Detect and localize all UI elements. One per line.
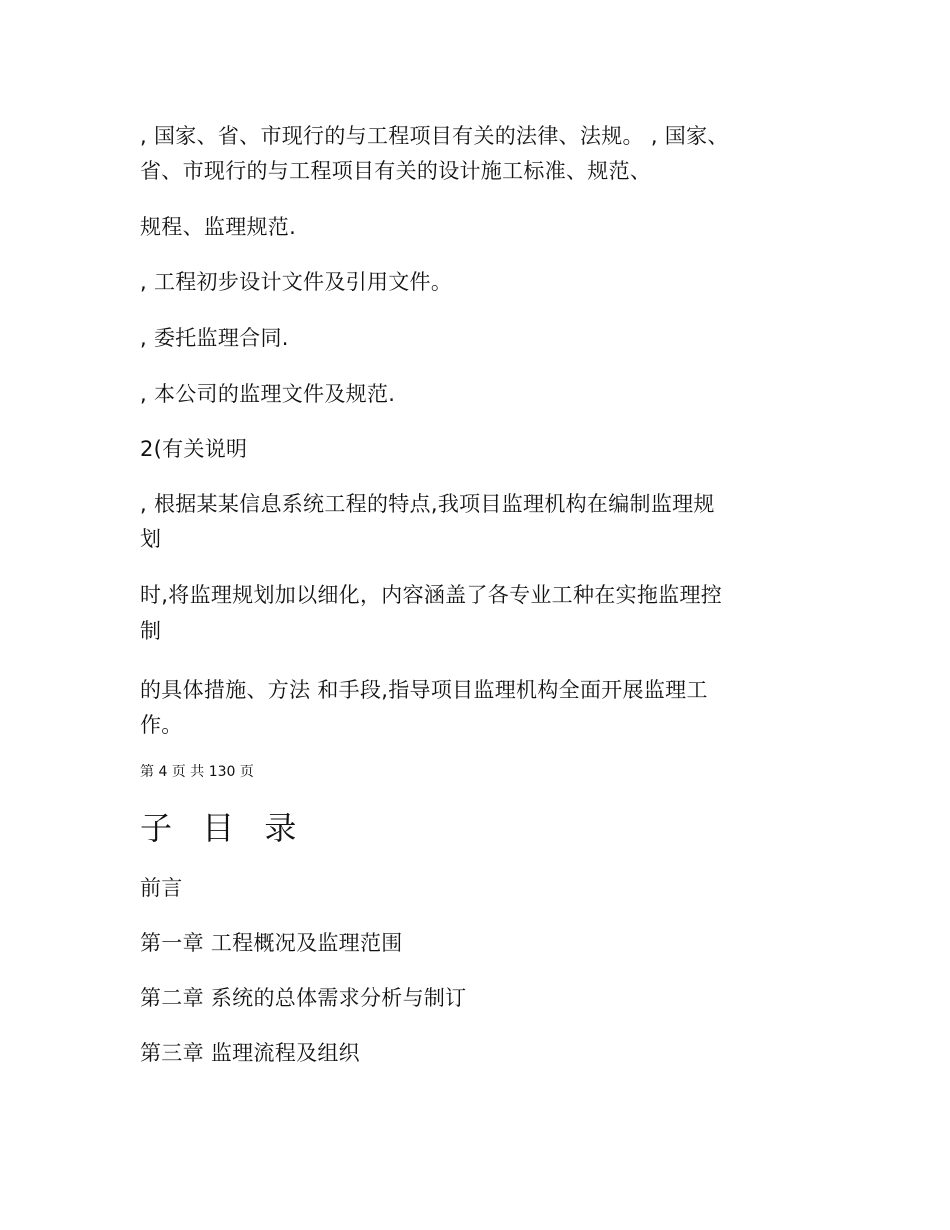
toc-item-chapter-3: 第三章 监理流程及组织 [140, 1041, 360, 1065]
text-line-company-docs: , 本公司的监理文件及规范. [140, 382, 396, 406]
toc-item-preface: 前言 [140, 876, 183, 900]
toc-title: 子 目 录 [140, 809, 307, 847]
text-line-laws-2: 省、市现行的与工程项目有关的设计施工标准、规范、 [140, 159, 652, 183]
text-line-laws-1: , 国家、省、市现行的与工程项目有关的法律、法规。 , 国家、 [140, 124, 729, 148]
text-line-contract: , 委托监理合同. [140, 326, 289, 350]
text-line-notes-3-wrap: 作。 [140, 713, 183, 737]
text-line-design-docs: , 工程初步设计文件及引用文件。 [140, 270, 453, 294]
page-footer: 第 4 页 共 130 页 [140, 764, 254, 780]
section-heading-notes: 2(有关说明 [140, 437, 248, 461]
text-line-regulations: 规程、监理规范. [140, 215, 297, 239]
text-line-notes-1-wrap: 划 [140, 527, 162, 551]
text-line-notes-2-wrap: 制 [140, 619, 162, 643]
text-line-notes-2: 时,将监理规划加以细化，内容涵盖了各专业工种在实拖监理控 [140, 583, 723, 607]
toc-item-chapter-2: 第二章 系统的总体需求分析与制订 [140, 986, 467, 1010]
text-line-notes-3: 的具体措施、方法 和手段,指导项目监理机构全面开展监理工 [140, 678, 708, 702]
text-line-notes-1: , 根据某某信息系统工程的特点,我项目监理机构在编制监理规 [140, 492, 715, 516]
toc-item-chapter-1: 第一章 工程概况及监理范围 [140, 931, 403, 955]
